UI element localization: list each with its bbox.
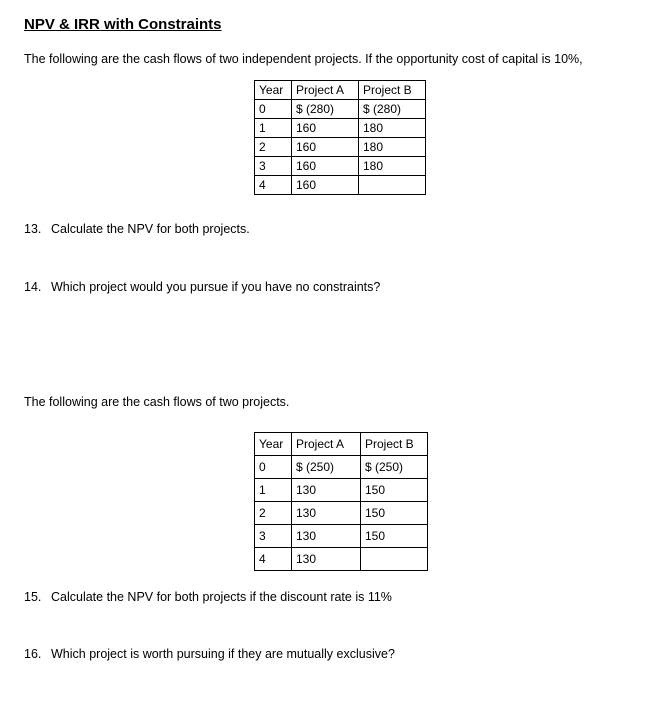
question-number: 14. <box>24 280 42 294</box>
section2-intro: The following are the cash flows of two projects. <box>24 395 290 409</box>
header-project-a: Project A <box>292 81 359 100</box>
header-project-b: Project B <box>361 433 428 456</box>
question-text: Which project would you pursue if you have no constraints? <box>51 280 381 294</box>
question-13 <box>24 222 250 236</box>
cell-project-b: 180 <box>359 157 426 176</box>
table-row <box>255 119 426 138</box>
header-year: Year <box>255 433 292 456</box>
cell-project-b: 150 <box>361 502 428 525</box>
cell-project-b: $ (280) <box>359 100 426 119</box>
cell-year: 4 <box>255 548 292 571</box>
question-14 <box>24 280 380 294</box>
cell-project-a: 160 <box>292 119 359 138</box>
cell-year: 2 <box>255 138 292 157</box>
cell-year: 3 <box>255 157 292 176</box>
section1-intro: The following are the cash flows of two independent projects. If the opportunity cost of capital is 10%, <box>24 52 583 66</box>
table-header-row <box>255 81 426 100</box>
cell-project-a: 160 <box>292 157 359 176</box>
question-text: Calculate the NPV for both projects. <box>51 222 250 236</box>
cell-year: 0 <box>255 100 292 119</box>
cell-project-b: 180 <box>359 119 426 138</box>
cell-project-b: 150 <box>361 525 428 548</box>
cell-year: 0 <box>255 456 292 479</box>
cell-year: 1 <box>255 119 292 138</box>
table-row <box>255 525 428 548</box>
table-row <box>255 100 426 119</box>
cell-project-b: 180 <box>359 138 426 157</box>
cash-flow-table-1 <box>254 80 426 195</box>
question-16 <box>24 647 395 661</box>
cell-project-a: 130 <box>292 502 361 525</box>
question-number: 16. <box>24 647 42 661</box>
question-number: 15. <box>24 590 42 604</box>
table-row <box>255 548 428 571</box>
table-row <box>255 456 428 479</box>
table-row <box>255 157 426 176</box>
cell-project-a: 130 <box>292 548 361 571</box>
header-project-b: Project B <box>359 81 426 100</box>
cell-project-b: 150 <box>361 479 428 502</box>
table-row <box>255 502 428 525</box>
cell-year: 3 <box>255 525 292 548</box>
cell-project-b <box>361 548 428 571</box>
cell-year: 4 <box>255 176 292 195</box>
cell-project-a: $ (280) <box>292 100 359 119</box>
question-text: Which project is worth pursuing if they are mutually exclusive? <box>51 647 395 661</box>
cell-project-a: 130 <box>292 479 361 502</box>
cash-flow-table-2 <box>254 432 428 571</box>
table-header-row <box>255 433 428 456</box>
cell-project-b: $ (250) <box>361 456 428 479</box>
question-15 <box>24 590 392 604</box>
table-row <box>255 176 426 195</box>
table-row <box>255 479 428 502</box>
question-text: Calculate the NPV for both projects if the discount rate is 11% <box>51 590 392 604</box>
header-year: Year <box>255 81 292 100</box>
cell-year: 2 <box>255 502 292 525</box>
question-number: 13. <box>24 222 42 236</box>
page-title: NPV & IRR with Constraints <box>24 16 222 33</box>
header-project-a: Project A <box>292 433 361 456</box>
cell-project-b <box>359 176 426 195</box>
table-row <box>255 138 426 157</box>
cell-project-a: 130 <box>292 525 361 548</box>
cell-project-a: 160 <box>292 176 359 195</box>
cell-project-a: 160 <box>292 138 359 157</box>
cell-project-a: $ (250) <box>292 456 361 479</box>
cell-year: 1 <box>255 479 292 502</box>
